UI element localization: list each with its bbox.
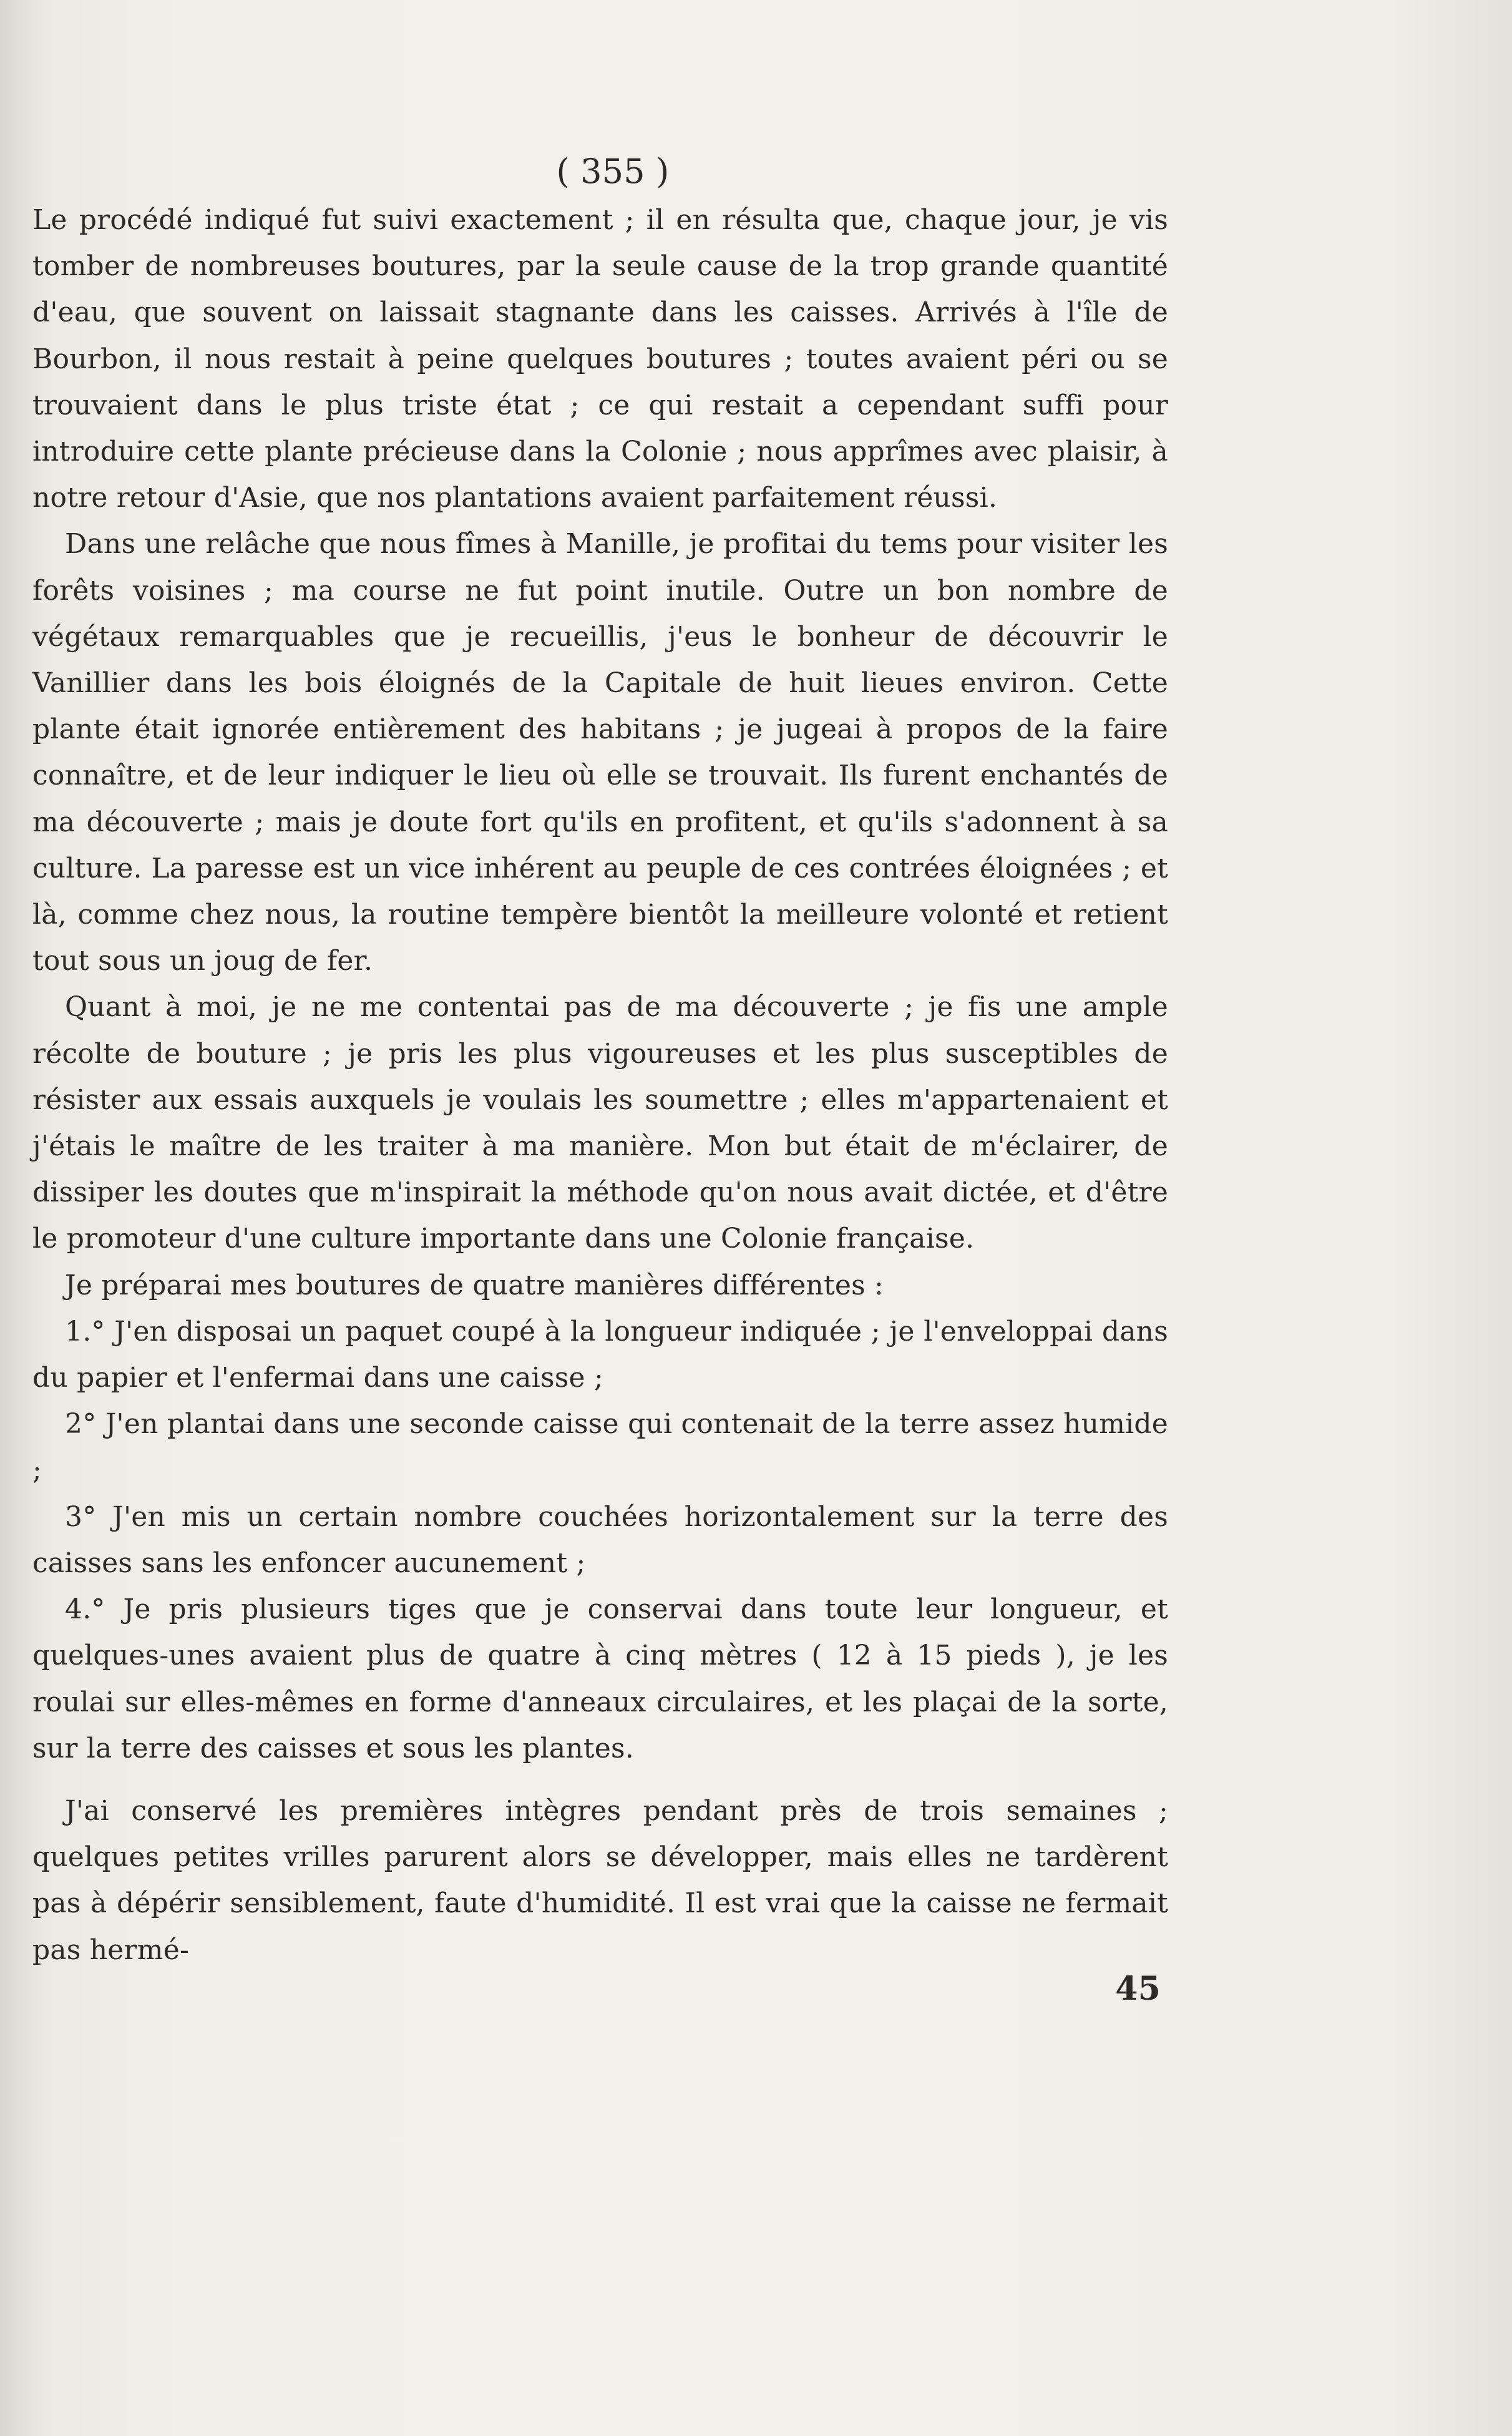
page-text — [32, 144, 1168, 2008]
signature-mark: 45 — [1115, 1969, 1161, 2008]
page-number: ( 355 ) — [556, 152, 670, 191]
paragraph-4: Je préparai mes boutures de quatre manières différentes : — [65, 1269, 884, 1301]
list-item-2: 2° J'en plantai dans une seconde caisse qui contenait de la terre assez humide ; — [32, 1408, 1168, 1487]
list-item-3: 3° J'en mis un certain nombre couchées horizontalement sur la terre des caisses sans les enfoncer aucunement ; — [32, 1500, 1168, 1579]
paragraph-2: Dans une relâche que nous fîmes à Manille, je profitai du tems pour visiter les forêts voisines ; ma course ne fut point inutile. Outre un bon nombre de végétaux remarquables que je recueillis, j'eus le bonheur de découvrir le Vanillier dans les bois éloignés de la Capitale de huit lieues environ. Cette plante était ignorée entièrement des habitans ; je jugeai à propos de la faire connaître, et de leur indiquer le lieu où elle se trouvait. Ils furent enchantés de ma découverte ; mais je doute fort qu'ils en profitent, et qu'ils s'adonnent à sa culture. La paresse est un vice inhérent au peuple de ces contrées éloignées ; et là, comme chez nous, la routine tempère bientôt la meilleure volonté et retient tout sous un joug de fer. — [32, 528, 1168, 977]
paragraph-3: Quant à moi, je ne me contentai pas de ma découverte ; je fis une ample récolte de bouture ; je pris les plus vigoureuses et les plus susceptibles de résister aux essais auxquels je voulais les soumettre ; elles m'appartenaient et j'étais le maître de les traiter à ma manière. Mon but était de m'éclairer, de dissiper les doutes que m'inspirait la méthode qu'on nous avait dictée, et d'être le promoteur d'une culture importante dans une Colonie française. — [32, 991, 1168, 1255]
list-item-4: 4.° Je pris plusieurs tiges que je conservai dans toute leur longueur, et quelques-unes avaient plus de quatre à cinq mètres ( 12 à 15 pieds ), je les roulai sur elles-mêmes en forme d'anneaux circulaires, et les plaçai de la sorte, sur la terre des caisses et sous les plantes. — [32, 1593, 1168, 1764]
list-item-1: 1.° J'en disposai un paquet coupé à la longueur indiquée ; je l'enveloppai dans du papier et l'enfermai dans une caisse ; — [32, 1315, 1168, 1394]
paragraph-1: Le procédé indiqué fut suivi exactement ; il en résulta que, chaque jour, je vis tomber de nombreuses boutures, par la seule cause de la trop grande quantité d'eau, que souvent on laissait stagnante dans les caisses. Arrivés à l'île de Bourbon, il nous restait à peine quelques boutures ; toutes avaient péri ou se trouvaient dans le plus triste état ; ce qui restait a cependant suffi pour introduire cette plante précieuse dans la Colonie ; nous apprîmes avec plaisir, à notre retour d'Asie, que nos plantations avaient parfaitement réussi. — [32, 204, 1168, 514]
paragraph-5: J'ai conservé les premières intègres pendant près de trois semaines ; quelques petites vrilles parurent alors se développer, mais elles ne tardèrent pas à dépérir sensiblement, faute d'humidité. Il est vrai que la caisse ne fermait pas hermé- — [32, 1794, 1168, 1966]
